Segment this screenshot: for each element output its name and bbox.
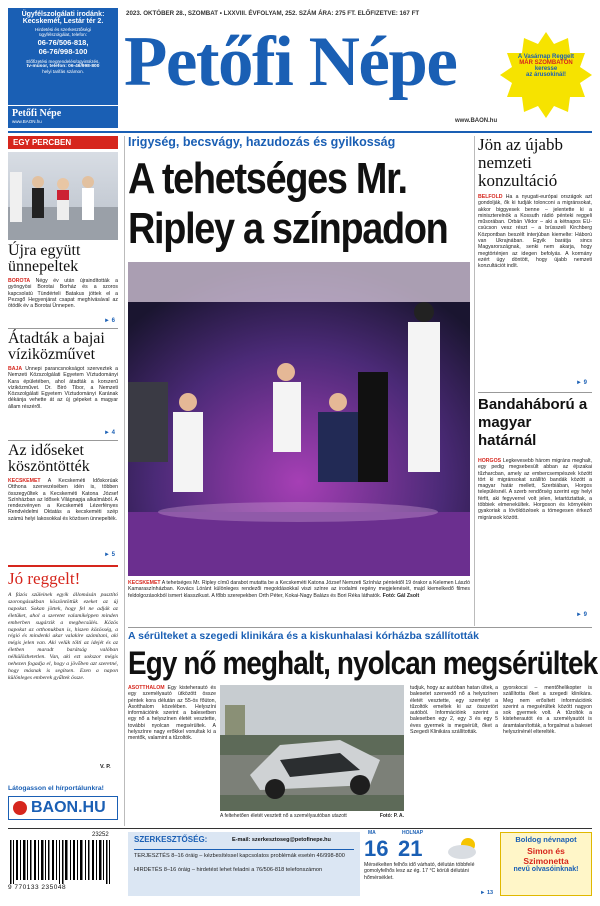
story1-tag: BOROTA — [8, 278, 31, 284]
main-photo-credit: Fotó: Gál Zsolt — [382, 592, 420, 599]
main-headline-2: Ripley a színpadon — [128, 204, 448, 253]
main-headline-1: A tehetséges Mr. — [128, 154, 407, 203]
cs-subscribe-3: helyi tarifás számon. — [42, 69, 84, 74]
cs-phones-2: 06-76/998-100 — [38, 47, 88, 56]
story3-body — [8, 478, 118, 560]
promo-line-3: keresse — [534, 66, 558, 72]
story1-page: 6 — [111, 318, 115, 324]
customer-service-box — [8, 8, 118, 105]
story1-body — [8, 278, 118, 320]
story2-page: 4 — [111, 430, 115, 436]
story3-headline: Az időseket köszöntötték — [8, 442, 90, 475]
accident-photo-credit: Fotó: P. A. — [379, 813, 404, 819]
story2-headline: Átadták a bajai víziközművet — [8, 330, 105, 363]
main-kicker: Irigység, becsvágy, hazudozás és gyilkosság — [128, 135, 396, 149]
editorial-label: SZERKESZTŐSÉG: — [134, 835, 208, 844]
right-story1-tag: BELFÖLD — [478, 194, 503, 200]
right-story2-headline: Bandaháború a magyar határnál — [478, 396, 588, 449]
barcode-top-number: 23252 — [92, 832, 109, 838]
editorial-line1: TERJESZTÉS 8–16 óráig – kézbesítéssel kapcsolatos problémák esetén 46/998-800 — [134, 853, 345, 859]
column-title: Jó reggelt! — [8, 569, 81, 588]
column-body: A fázós szüleinek egyik állomásán pusztító szorongásukban köszöntöttük ezeket az új napokat. Sokan jöttek, hogy fel ne adják az életüket, ahol a szeretet valamiképpen minden emberben sugárzik a megbecsülés. Közös napokat az otthonukban is, hiszen közösség, a régió és mindenki akar valakire számítani, aki mégis jelen van. Aki velük tölti az idejét és az életben maradt barátság valóban nélkülözhetetlen. Van, aki ezt sokszor mégis nehezen fogadja el, hogy a jövőben azt szeretné, hogy másnak is segítsen. Ezen a napon különleges emberek gyűltek össze. — [8, 592, 118, 681]
right-story1-text: Ha a nyugati-európai országok azt gondolják, ők ki tudják tolonconi a migránsokat, akkor biggyesek benne – jelentette ki a miniszterelnök a Kossuth rádió pénteki reggeli műsorában. Orbán Viktor – aki a kétnapos EU-csúcson vesz részt – a brüsszeli Kirchberg Központban beszélt interjúban kiemelte: Háború van Ukrajnában. Egyik barátja sincs Magyarországnak, senki nem akarja, hogy megtörténjen az idegen befolyás. A kormány ezért úgy döntött, hogy újabb nemzeti konzultációt indít. — [478, 194, 592, 270]
temp-today: 16 — [364, 836, 389, 861]
mini-logo-url: www.BAON.hu — [12, 119, 42, 124]
cs-subscribe-1: Előfizetési megrendelés/ügyintézés, — [26, 59, 100, 64]
story2-text: Ünnepi parancsnokságot szerveztek a Nemzeti Közszolgálati Egyetem Víztudományi Kara épületében, ahol átadták a korszerű víziközművet. Dr. Biró Tibor, a Nemzeti Közszolgálati Egyetem Víztudományi Karának dékánja vehette át az új gépeket a magyar állam részéről. — [8, 366, 118, 410]
nameday-2: Szimonetta — [523, 856, 569, 866]
dateline: 2023. OKTÓBER 28., SZOMBAT • LXXVIII. ÉVFOLYAM, 252. SZÁM ÁRA: 275 FT. ELŐFIZETVE: 167 FT — [126, 10, 420, 17]
right-story2-page: 9 — [583, 612, 587, 618]
mini-logo-text: Petőfi Népe — [12, 108, 62, 119]
baon-logo-box[interactable] — [8, 796, 118, 820]
weather-text: Mérsékelten felhős idő várható, délután többfelé gomolyfelhős lesz az ég. 17 °C körüli délutáni hőmérséklet. — [364, 862, 475, 881]
story1-headline: Újra együtt ünnepeltek — [8, 242, 81, 275]
right-story1-body — [478, 194, 592, 382]
cs-subscribe-2: tv-műsor, telefon: 06-46/998-800 — [26, 64, 100, 69]
right-story1-page: 9 — [583, 380, 587, 386]
cs-title: Ügyfélszolgálati irodánk: — [21, 11, 105, 18]
barcode — [8, 840, 118, 892]
accident-col1-text: Egy kisteherautó és egy személyautó ütközött össze péntek kora délután az 55-ös főúton, Ásotthalom közelében. Helyszíni információink szerint a balesetben egy nő a helyszínen életét vesztette, további nyolcan megsérültek. A helyszínre nagy erőkkel vonultak ki a mentők, valamint a tűzoltók. — [128, 685, 216, 742]
accident-photo-caption-text: A feltehetően életét vesztett nő a személyautóban utazott — [220, 813, 347, 819]
accident-photo-caption — [220, 813, 404, 819]
right-story2-body — [478, 458, 592, 618]
weather-page: 13 — [486, 890, 494, 896]
section-label: EGY PERCBEN — [8, 136, 118, 149]
story3-tag: KECSKEMÉT — [8, 478, 41, 484]
promo-line-1: A Vasárnap Reggelt — [517, 54, 575, 60]
weather-tomorrow-label: HOLNAP — [402, 830, 424, 836]
story1-photo — [8, 152, 118, 240]
baon-logo: BAON.HU — [31, 799, 106, 816]
cs-desc-1: Hirdetési és szerkesztőségi — [35, 27, 91, 32]
baon-promo: Látogasson el hírportálunkra! — [8, 785, 104, 792]
editorial-line2: HIRDETÉS 8–16 óráig – hirdetést lehet feladni a 76/506-818 telefonszámon — [134, 867, 323, 873]
accident-col3: gyorskocsi – mentőhelikopter is szállította őket a szegedi klinikára. Meg nem erősített információink szerint a megsérültek között nagyon sok gyermek volt. A tűzoltók a kisteherautót és a személyautót is áramtalanították, a forgalmat a baleset helyszínénél elterelték. — [503, 685, 592, 736]
cloud-icon — [446, 836, 482, 860]
main-caption — [128, 580, 470, 620]
cs-desc-2: ügyfélszolgálat, telefon: — [38, 32, 87, 37]
editorial-email[interactable]: E-mail: szerkesztoseg@petofinepe.hu — [232, 837, 331, 843]
story3-text: A Kecskeméti Időskorúak Otthona szervezésében idén is, többen összegyűltek a Kecskeméti Katona József Színházban az Idősek Világnapja alkalmából. A rendezvényen a Kecskeméti Lézerfényes Rendvédelmi Oktatás a kecskeméti szép számú helyi lakosokkal és közösen ünnepelték. — [8, 478, 118, 522]
accident-photo — [220, 685, 404, 811]
temp-tomorrow: 21 — [398, 836, 423, 861]
masthead-url: www.BAON.hu — [455, 118, 498, 124]
right-story1-headline: Jön az újabb nemzeti konzultáció — [478, 135, 563, 190]
main-photo — [128, 262, 470, 576]
promo-line-4: az árusokinál! — [525, 72, 566, 78]
column-author: V. P. — [100, 764, 111, 770]
nameday-3: nevű olvasóinknak! — [513, 866, 579, 873]
right-story2-tag: HORGOS — [478, 458, 502, 464]
barcode-number: 9 770133 235048 — [8, 884, 67, 891]
story3-page: 5 — [111, 552, 115, 558]
cs-phones: 06-76/506-818, — [37, 38, 89, 47]
cs-address: Kecskemét, Lestár tér 2. — [22, 18, 104, 25]
nameday-1: Simon és — [527, 846, 565, 856]
right-story2-text: Legkevesebb három migráns meghalt, egy pedig megsebesült abban az éjszakai tűzharcban, amely az embercsempészek között tört ki migránsokat szállító bandák között a magyar határ mellett, Szerbiában, Horgos településnél. A szerb rendőrség szerint egy helyi férfit, aki fegyverrel volt jelen, letartóztattak, a többiek elmenekültek. Horgoson és környékén gyakoriak a lövöldözések a tömegesen érkező migránsok között. — [478, 458, 592, 521]
promo-line-2: MÁR SZOMBATON — [519, 60, 573, 66]
accident-col1 — [128, 685, 216, 825]
baon-icon — [13, 801, 27, 815]
accident-headline: Egy nő meghalt, nyolcan megsérültek — [128, 645, 598, 681]
accident-kicker: A sérülteket a szegedi klinikára és a kiskunhalasi kórházba szállították — [128, 630, 479, 642]
masthead-logo: Petőfi Népe — [124, 23, 457, 101]
main-caption-tag: KECSKEMÉT — [128, 580, 161, 586]
accident-col2: tudjuk, hogy az autóban hatan ültek, a balesetet szenvedő nő a helyszínen életét vesztette, egy személyt a tűzoltók emeltek ki az összetört autóból. Információink szerint a balesetben egy 2, egy 3 és egy 5 éves gyermek is megsérült, őket a Szegedi Klinikára szállították. — [410, 685, 498, 736]
story1-text: Négy év után újraindították a gyöngyösi Borotai Borház és a szoros kapcsolatú Tündérteli Batakus jöttek el a Pezsgő Hegyenjárat csapat meghívásával az ötödik év a Borotai Ünnepen. — [8, 278, 118, 310]
story2-tag: BAJA — [8, 366, 23, 372]
weather-today-label: MA — [368, 830, 376, 836]
story2-body — [8, 366, 118, 436]
main-caption-text: A tehetséges Mr. Ripley című darabot mutatta be a Kecskeméti Katona József Nemzeti Színház péntektől 19 órakor a Kelemen László Kamaraszínházban. Kovács Lóránt különleges rendezői megoldásokkal viszi színre az irodalmi regény megjelenését, majd kiemelkedő filmes feldolgozásokból ismert klasszikust. A főbb szerepekben Orth Péter, Kokai-Nagy Balázs és Bori Réka láthatók. — [128, 580, 470, 599]
nameday-title: Boldog névnapot — [515, 835, 577, 844]
promo-starburst — [500, 30, 592, 120]
nameday-box — [500, 832, 592, 896]
mini-logo — [8, 106, 118, 128]
accident-tag: ÁSOTTHALOM — [128, 685, 165, 691]
